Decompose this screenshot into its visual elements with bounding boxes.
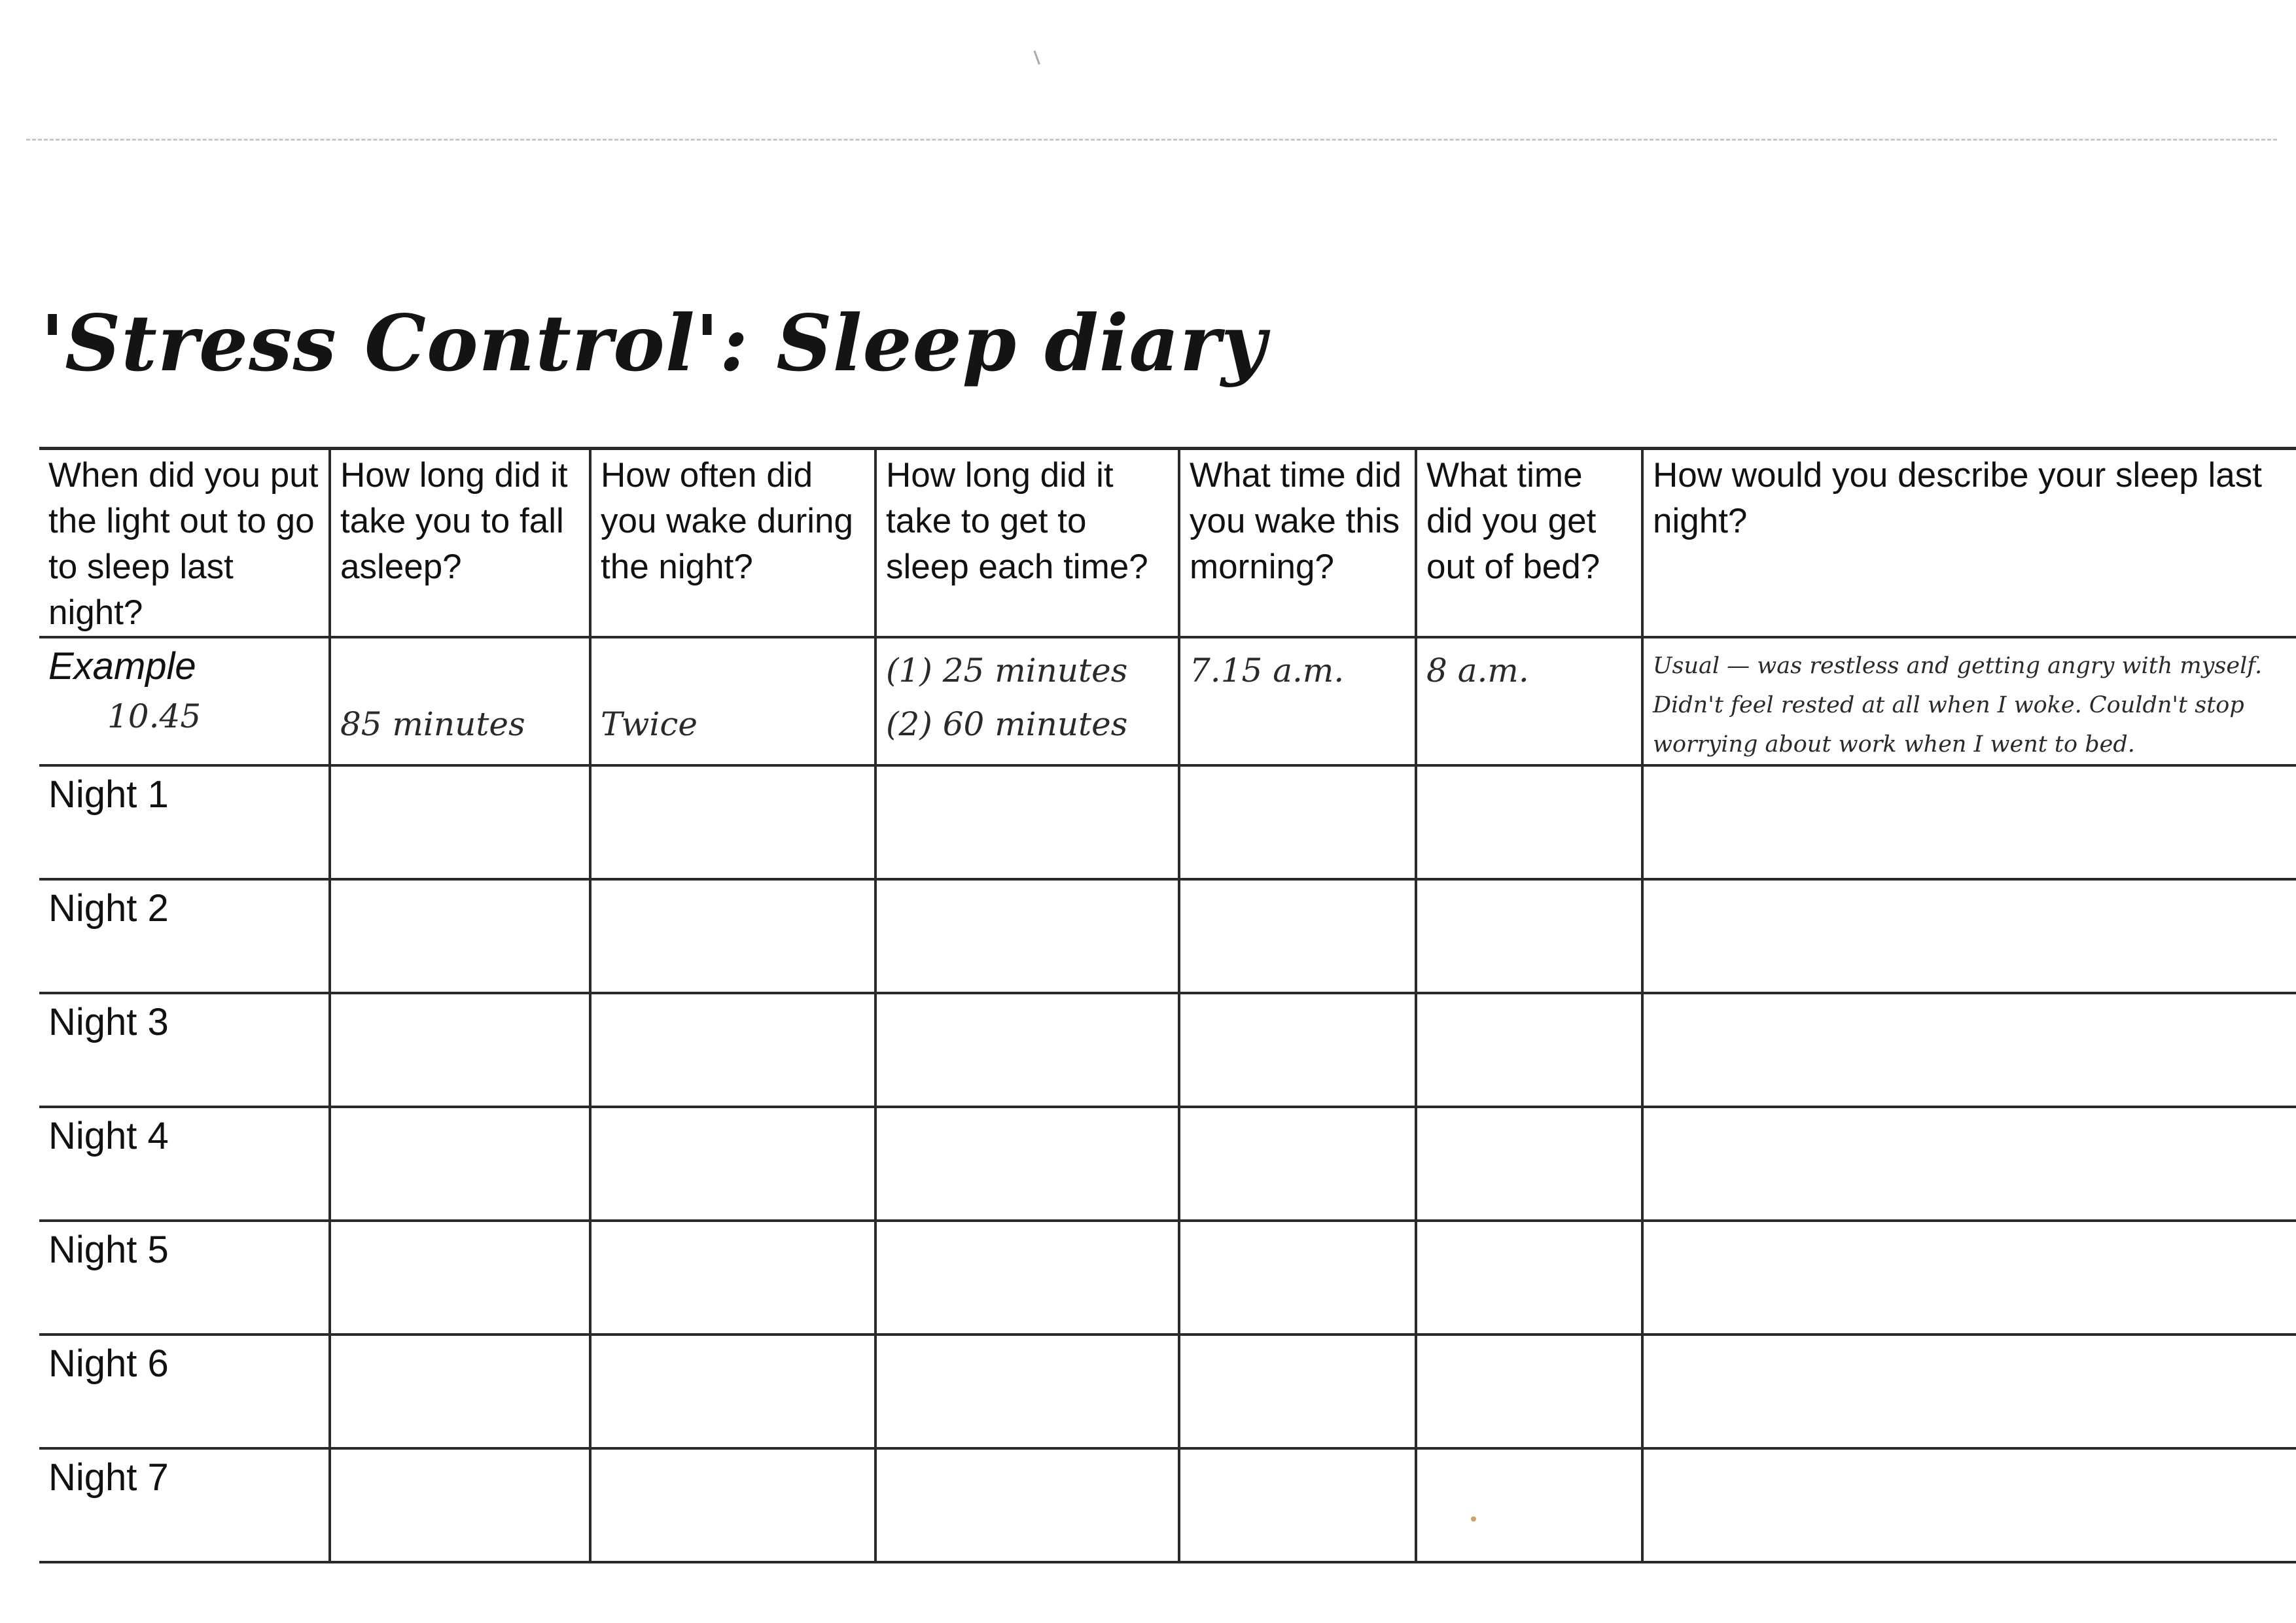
example-wake-count-cell: [590, 637, 875, 765]
night-row: [39, 765, 2296, 879]
entry-cell[interactable]: [1179, 1448, 1416, 1562]
example-label: Example: [48, 645, 196, 688]
entry-cell[interactable]: [1642, 993, 2296, 1107]
entry-cell[interactable]: [590, 1221, 875, 1335]
entry-cell[interactable]: [875, 1107, 1179, 1221]
entry-cell[interactable]: [1179, 1335, 1416, 1448]
entry-cell[interactable]: [1642, 765, 2296, 879]
night-label: Night 3: [48, 1001, 169, 1043]
entry-cell[interactable]: [1642, 1107, 2296, 1221]
night-label: Night 7: [48, 1456, 169, 1499]
example-description: Usual — was restless and getting angry with myself. Didn't feel rested at all when I woke. Couldn't stop worrying about work when I went to bed.: [1653, 653, 2263, 758]
example-back-to-sleep-2: (2) 60 minutes: [886, 705, 1128, 743]
entry-cell[interactable]: [330, 1335, 590, 1448]
entry-cell[interactable]: [875, 1335, 1179, 1448]
column-header-back-to-sleep: How long did it take to get to sleep each time?: [875, 449, 1179, 638]
example-back-to-sleep-1: (1) 25 minutes: [886, 652, 1128, 689]
example-out-of-bed-cell: [1416, 637, 1642, 765]
night-label: Night 1: [48, 773, 169, 816]
entry-cell[interactable]: [1416, 1335, 1642, 1448]
scan-artifact-line: [26, 139, 2277, 141]
entry-cell[interactable]: [1179, 879, 1416, 993]
example-description-cell: [1642, 637, 2296, 765]
night-row: [39, 1448, 2296, 1562]
entry-cell[interactable]: [330, 765, 590, 879]
night-label-cell: [39, 765, 330, 879]
night-label-cell: [39, 993, 330, 1107]
entry-cell[interactable]: [1642, 879, 2296, 993]
entry-cell[interactable]: [875, 879, 1179, 993]
night-label-cell: [39, 1448, 330, 1562]
example-wake-count: Twice: [601, 705, 698, 743]
entry-cell[interactable]: [330, 879, 590, 993]
entry-cell[interactable]: [330, 993, 590, 1107]
entry-cell[interactable]: [1642, 1335, 2296, 1448]
entry-cell[interactable]: [330, 1448, 590, 1562]
entry-cell[interactable]: [330, 1107, 590, 1221]
entry-cell[interactable]: [1642, 1221, 2296, 1335]
entry-cell[interactable]: [590, 1335, 875, 1448]
entry-cell[interactable]: [1642, 1448, 2296, 1562]
entry-cell[interactable]: [1416, 993, 1642, 1107]
entry-cell[interactable]: [1416, 765, 1642, 879]
example-back-to-sleep-cell: [875, 637, 1179, 765]
night-label-cell: [39, 1221, 330, 1335]
entry-cell[interactable]: [1179, 1221, 1416, 1335]
entry-cell[interactable]: [590, 1107, 875, 1221]
scan-speck: [1471, 1516, 1476, 1522]
page-title: 'Stress Control': Sleep diary: [41, 298, 1267, 389]
night-label: Night 6: [48, 1342, 169, 1385]
entry-cell[interactable]: [590, 879, 875, 993]
night-row: [39, 1107, 2296, 1221]
entry-cell[interactable]: [1416, 1221, 1642, 1335]
night-row: [39, 1335, 2296, 1448]
example-wake-time-cell: [1179, 637, 1416, 765]
night-label: Night 5: [48, 1229, 169, 1271]
column-header-out-of-bed: What time did you get out of bed?: [1416, 449, 1642, 638]
entry-cell[interactable]: [875, 1221, 1179, 1335]
night-row: [39, 1221, 2296, 1335]
entry-cell[interactable]: [590, 765, 875, 879]
example-fall-asleep: 85 minutes: [340, 705, 525, 743]
entry-cell[interactable]: [875, 1448, 1179, 1562]
example-lights-out: 10.45: [107, 697, 202, 735]
column-header-wake-count: How often did you wake during the night?: [590, 449, 875, 638]
example-fall-asleep-cell: [330, 637, 590, 765]
column-header-wake-time: What time did you wake this morning?: [1179, 449, 1416, 638]
scan-artifact-mark: [1034, 49, 1044, 65]
night-label-cell: [39, 879, 330, 993]
night-row: [39, 993, 2296, 1107]
entry-cell[interactable]: [1416, 1448, 1642, 1562]
entry-cell[interactable]: [330, 1221, 590, 1335]
column-header-description: How would you describe your sleep last night?: [1642, 449, 2296, 638]
entry-cell[interactable]: [1179, 993, 1416, 1107]
night-row: [39, 879, 2296, 993]
column-header-fall-asleep: How long did it take you to fall asleep?: [330, 449, 590, 638]
entry-cell[interactable]: [875, 765, 1179, 879]
example-lights-out-cell: [39, 637, 330, 765]
entry-cell[interactable]: [1179, 765, 1416, 879]
header-row: [39, 449, 2296, 638]
entry-cell[interactable]: [1179, 1107, 1416, 1221]
sleep-diary-table: [39, 447, 2296, 1563]
entry-cell[interactable]: [590, 993, 875, 1107]
example-out-of-bed: 8 a.m.: [1426, 652, 1529, 689]
entry-cell[interactable]: [875, 993, 1179, 1107]
night-label-cell: [39, 1107, 330, 1221]
entry-cell[interactable]: [1416, 879, 1642, 993]
column-header-lights-out: When did you put the light out to go to sleep last night?: [39, 449, 330, 638]
entry-cell[interactable]: [1416, 1107, 1642, 1221]
example-row: [39, 637, 2296, 765]
example-wake-time: 7.15 a.m.: [1190, 652, 1345, 689]
entry-cell[interactable]: [590, 1448, 875, 1562]
night-label: Night 2: [48, 887, 169, 930]
night-label: Night 4: [48, 1115, 169, 1157]
night-label-cell: [39, 1335, 330, 1448]
